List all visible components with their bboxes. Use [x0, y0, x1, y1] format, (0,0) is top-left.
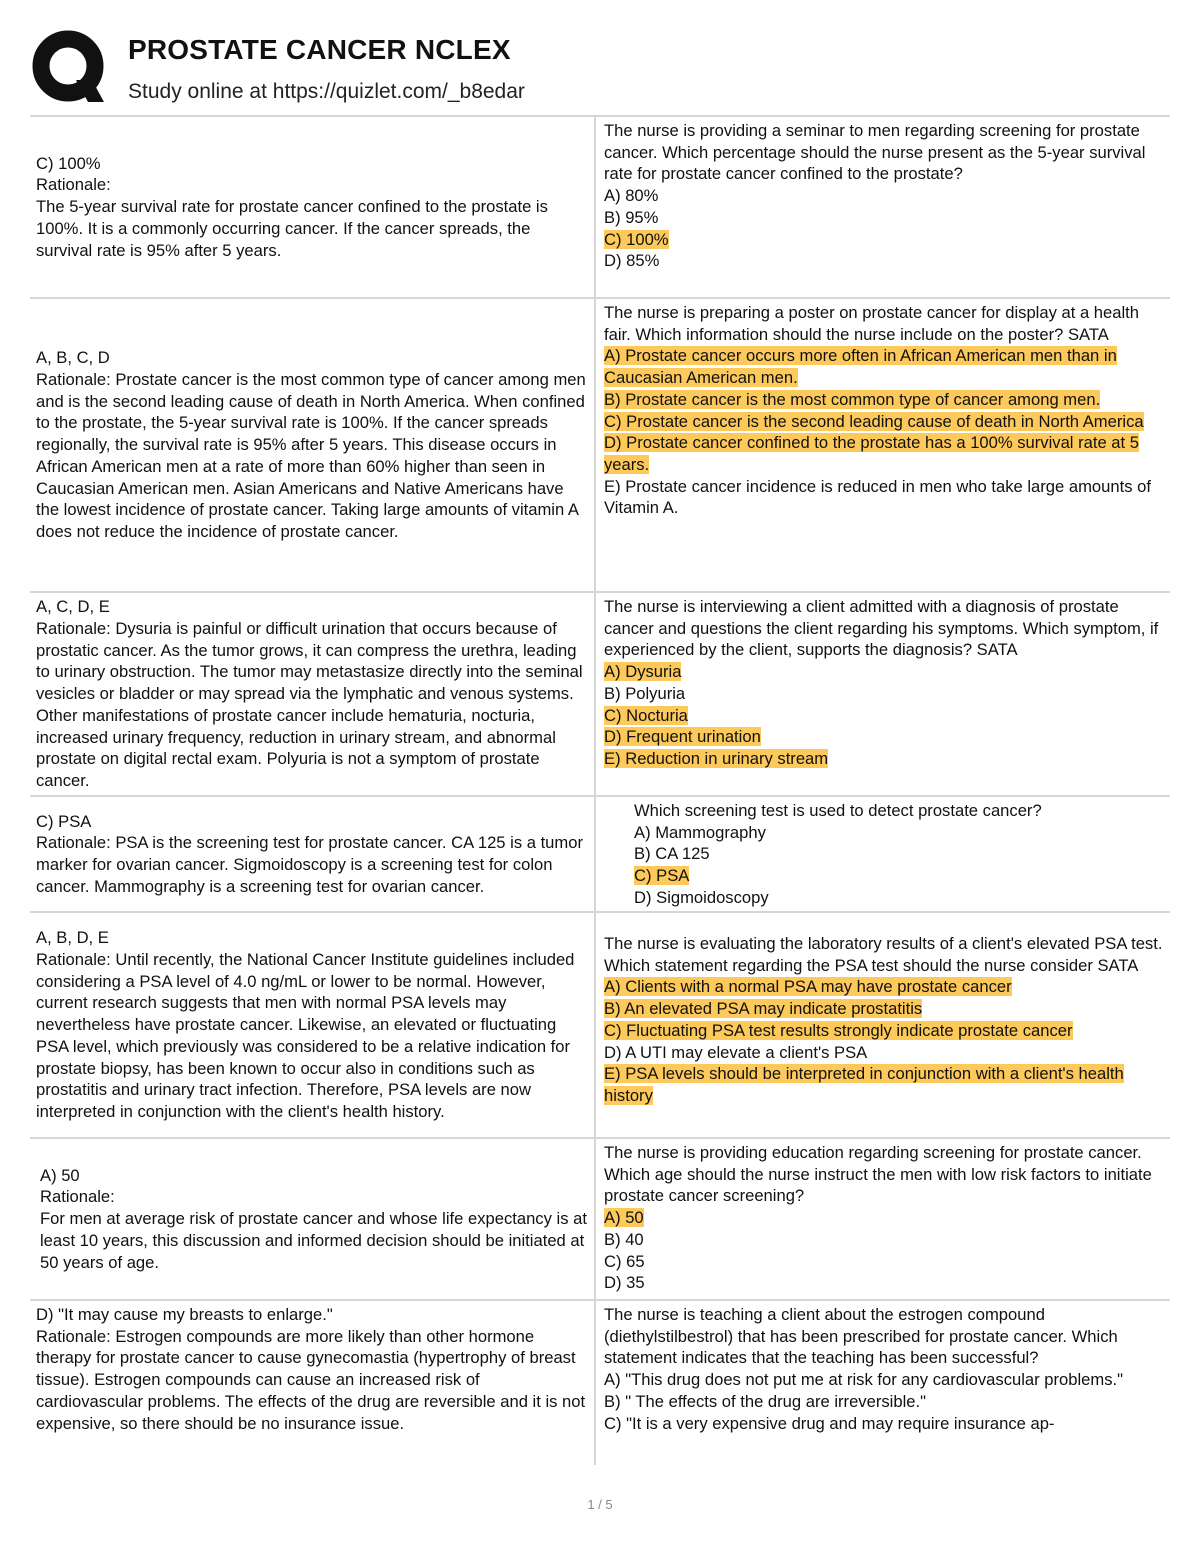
question-text: The nurse is providing a seminar to men regarding screening for prostate cancer. Which percentage should the nurse present as the 5-year survival rate for prostate cancer confined to the prostate?: [604, 121, 1146, 184]
answer-text: A) 50: [40, 1165, 80, 1185]
rationale-text: Prostate cancer is the most common type of cancer among men and is the second leading cause of death in North America. When confined to the prostate, the 5-year survival rate is 100%. If the cancer spreads regionally, the survival rate is 95% after 5 years. This disease occurs in African American men at a rate of more than 60% higher than seen in Caucasian American men. Asian Americans and Native Americans have the lowest incidence of prostate cancer. Taking large amounts of vitamin A does not reduce the incidence of prostate cancer.: [36, 370, 586, 541]
card-row: [30, 115, 1170, 297]
question-cell: [596, 797, 1170, 911]
card-row: [30, 297, 1170, 591]
quizlet-logo-icon: [32, 30, 106, 104]
option-correct: C) Nocturia: [604, 705, 688, 725]
rationale-text: PSA is the screening test for prostate cancer. CA 125 is a tumor marker for ovarian cancer. Sigmoidoscopy is a screening test for colon cancer. Mammography is a screening test for ovarian cancer.: [36, 833, 583, 896]
option-correct: D) Prostate cancer confined to the prostate has a 100% survival rate at 5 years.: [604, 433, 1139, 474]
option: B) " The effects of the drug are irreversible.": [604, 1391, 926, 1411]
answer-cell: [30, 797, 596, 911]
rationale-label: Rationale:: [36, 833, 111, 853]
rationale-label: Rationale:: [36, 370, 111, 390]
question-text: The nurse is teaching a client about the estrogen compound (diethylstilbestrol) that has been prescribed for prostate cancer. Which statement indicates that the teaching has been successful?: [604, 1305, 1118, 1368]
question-text: Which screening test is used to detect prostate cancer?: [634, 801, 1042, 820]
option-correct: B) Prostate cancer is the most common type of cancer among men.: [604, 389, 1101, 409]
question-cell: [596, 117, 1170, 297]
option: D) 85%: [604, 251, 660, 271]
rationale-text: Dysuria is painful or difficult urination that occurs because of prostatic cancer. As the tumor grows, it can compress the urethra, leading to urinary obstruction. The tumor may metastasize directly into the seminal vesicles or bladder or may spread via the lymphatic and venous systems. Other manifestations of prostate cancer include hematuria, nocturia, increased urinary frequency, reduction in urinary stream, and abnormal prostate on digital rectal exam. Polyuria is not a symptom of prostate cancer.: [36, 619, 583, 790]
option-correct: C) PSA: [634, 866, 690, 886]
question-text: The nurse is providing education regarding screening for prostate cancer. Which age should the nurse instruct the men with low risk factors to initiate prostate cancer screening?: [604, 1143, 1152, 1206]
question-text: The nurse is preparing a poster on prostate cancer for display at a health fair. Which information should the nurse include on the poster? SATA: [604, 303, 1139, 344]
page-title: PROSTATE CANCER NCLEX: [128, 34, 511, 65]
option-correct: E) PSA levels should be interpreted in conjunction with a client's health history: [604, 1064, 1124, 1105]
rationale-text: The 5-year survival rate for prostate cancer confined to the prostate is 100%. It is a commonly occurring cancer. If the cancer spreads, the survival rate is 95% after 5 years.: [36, 197, 548, 260]
card-row: [30, 1299, 1170, 1465]
option-correct: C) Fluctuating PSA test results strongly indicate prostate cancer: [604, 1020, 1073, 1040]
answer-cell: [30, 593, 596, 795]
option: B) CA 125: [634, 844, 710, 864]
rationale-label: Rationale:: [36, 619, 111, 639]
answer-text: A, B, C, D: [36, 348, 110, 368]
option: B) 95%: [604, 207, 659, 227]
rationale-label: Rationale:: [36, 950, 111, 970]
option: A) "This drug does not put me at risk for any cardiovascular problems.": [604, 1370, 1124, 1390]
answer-text: C) 100%: [36, 153, 101, 173]
answer-text: C) PSA: [36, 811, 92, 831]
rationale-text: Estrogen compounds are more likely than other hormone therapy for prostate cancer to cause gynecomastia (hypertrophy of breast tissue). Estrogen compounds can cause an increased risk of cardiovascular problems. The effects of the drug are reversible and it is not expensive, so there should be no insurance issue.: [36, 1326, 586, 1433]
question-text: The nurse is interviewing a client admitted with a diagnosis of prostate cancer and questions the client regarding his symptoms. Which symptom, if experienced by the client, supports the diagnosis? SATA: [604, 597, 1159, 660]
option-correct: A) Clients with a normal PSA may have prostate cancer: [604, 977, 1012, 997]
answer-cell: [30, 1301, 596, 1465]
option-correct: E) Reduction in urinary stream: [604, 748, 829, 768]
rationale-label: Rationale:: [36, 1326, 111, 1346]
option-correct: C) 100%: [604, 229, 669, 249]
option-correct: B) An elevated PSA may indicate prostatitis: [604, 999, 923, 1019]
question-cell: [596, 913, 1170, 1137]
question-text: The nurse is evaluating the laboratory results of a client's elevated PSA test. Which statement regarding the PSA test should the nurse consider SATA: [604, 934, 1163, 975]
card-row: [30, 1137, 1170, 1299]
option-correct: C) Prostate cancer is the second leading cause of death in North America: [604, 411, 1144, 431]
card-row: [30, 591, 1170, 795]
answer-cell: [30, 913, 596, 1137]
card-row: [30, 911, 1170, 1137]
study-link[interactable]: Study online at https://quizlet.com/_b8edar: [128, 80, 525, 103]
option: D) Sigmoidoscopy: [634, 887, 769, 907]
answer-cell: [30, 1139, 596, 1299]
option: B) 40: [604, 1229, 644, 1249]
answer-cell: [30, 117, 596, 297]
option: D) A UTI may elevate a client's PSA: [604, 1042, 868, 1062]
rationale-text: Until recently, the National Cancer Institute guidelines included considering a PSA level of 4.0 ng/mL or lower to be normal. However, current research suggests that men with normal PSA levels may nevertheless have prostate cancer. Likewise, an elevated or fluctuating PSA level, which previously was considered to be a relative indication for prostate biopsy, has been known to occur also in conditions such as prostatitis and urinary tract infection. Therefore, PSA levels are now interpreted in conjunction with the client's health history.: [36, 950, 575, 1121]
answer-cell: [30, 299, 596, 591]
option-correct: A) Prostate cancer occurs more often in African American men than in Caucasian American men.: [604, 346, 1117, 388]
question-cell: [596, 593, 1170, 795]
option: A) 80%: [604, 186, 659, 206]
card-row: [30, 795, 1170, 911]
option: C) 65: [604, 1251, 645, 1271]
option-correct: A) Dysuria: [604, 662, 682, 682]
option: C) "It is a very expensive drug and may require insurance ap-: [604, 1413, 1055, 1433]
option: B) Polyuria: [604, 683, 686, 703]
answer-text: A, C, D, E: [36, 597, 110, 617]
option-correct: A) 50: [604, 1208, 644, 1228]
option: E) Prostate cancer incidence is reduced in men who take large amounts of Vitamin A.: [604, 476, 1151, 518]
question-cell: [596, 299, 1170, 591]
rationale-text: For men at average risk of prostate cancer and whose life expectancy is at least 10 years, this discussion and informed decision should be initiated at 50 years of age.: [40, 1209, 587, 1272]
option-correct: D) Frequent urination: [604, 727, 761, 747]
answer-text: D) "It may cause my breasts to enlarge.": [36, 1305, 333, 1324]
rationale-label: Rationale:: [40, 1187, 115, 1207]
question-cell: [596, 1139, 1170, 1299]
rationale-label: Rationale:: [36, 175, 111, 195]
option: A) Mammography: [634, 822, 766, 842]
page-number: 1 / 5: [587, 1497, 613, 1512]
option: D) 35: [604, 1273, 645, 1293]
question-cell: [596, 1301, 1170, 1465]
card-list: [30, 115, 1170, 1465]
answer-text: A, B, D, E: [36, 928, 109, 948]
